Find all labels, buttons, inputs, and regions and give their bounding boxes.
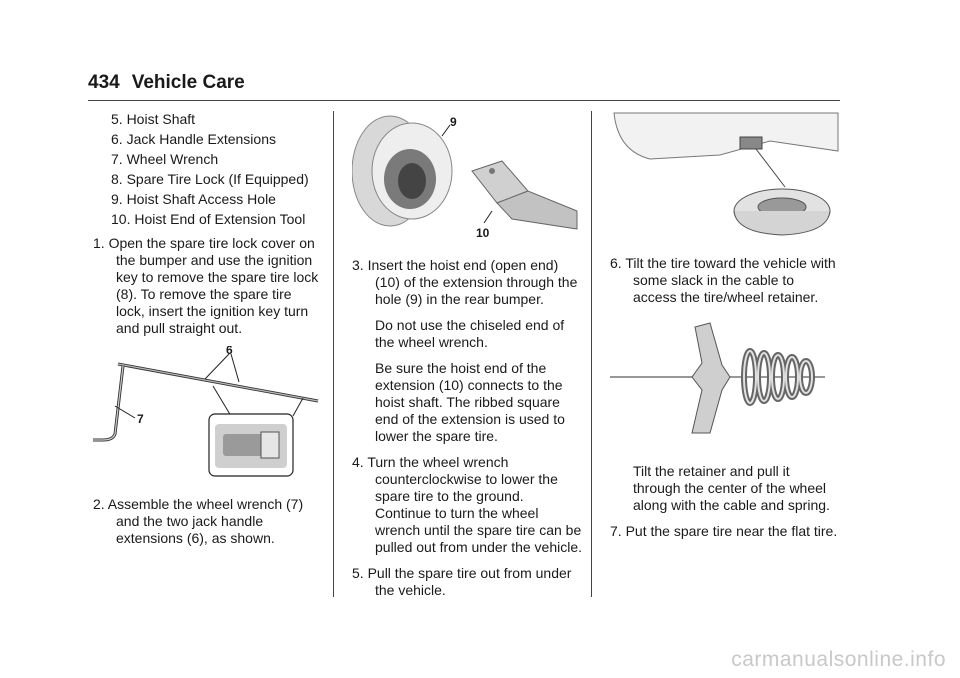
callout-6: 6 [226,346,233,357]
callout-7: 7 [137,412,144,426]
header-rule [88,100,840,101]
legend-item: 7. Wheel Wrench [111,151,219,167]
step-7: 7. Put the spare tire near the flat tire. [610,523,838,539]
step-4: 4. Turn the wheel wrench counterclockwise to lower the spare tire to the ground. Continue to turn the wheel wrench until the spare tire can be pulled out from under the vehicle. [352,454,583,555]
step-3-note-b: Be sure the hoist end of the extension (10) connects to the hoist shaft. The ribbed square end of the extension is used to lower the spare tire. [375,360,565,444]
column-divider-2 [591,111,592,597]
step-2: 2. Assemble the wheel wrench (7) and the two jack handle extensions (6), as shown. [93,496,304,546]
retainer-spring-illustration [610,315,840,455]
column-1 [93,111,323,556]
page-number: 434 [88,72,120,93]
wrench-extension-illustration [93,346,323,496]
callout-10: 10 [476,226,490,240]
section-title: Vehicle Care [131,72,245,93]
parts-legend [111,111,323,228]
legend-item: 5. Hoist Shaft [111,111,196,127]
step-3-note-a: Do not use the chiseled end of the wheel wrench. [375,317,565,350]
column-2 [352,111,582,608]
step-5: 5. Pull the spare tire out from under the vehicle. [352,565,572,598]
step-6-note: Tilt the retainer and pull it through the center of the wheel along with the cable and spring. [633,463,830,513]
step-1: 1. Open the spare tire lock cover on the bumper and use the ignition key to remove the spare tire lock (8). To remove the spare tire lock, insert the ignition key turn and pull straight out. [93,235,319,336]
legend-item: 10. Hoist End of Extension Tool [111,211,306,227]
page-header [88,72,245,94]
watermark: carmanualsonline.info [731,648,946,671]
legend-item: 8. Spare Tire Lock (If Equipped) [111,171,309,187]
callout-9: 9 [450,115,457,129]
legend-item: 9. Hoist Shaft Access Hole [111,191,276,207]
legend-item: 6. Jack Handle Extensions [111,131,276,147]
column-3 [610,111,840,549]
step-3: 3. Insert the hoist end (open end) (10) of the extension through the hole (9) in the rear bumper. [352,257,578,307]
spare-tire-lowered-illustration [610,111,840,246]
column-divider-1 [333,111,334,597]
step-6: 6. Tilt the tire toward the vehicle with some slack in the cable to access the tire/wheel retainer. [610,255,836,305]
hoist-access-illustration [352,111,582,241]
